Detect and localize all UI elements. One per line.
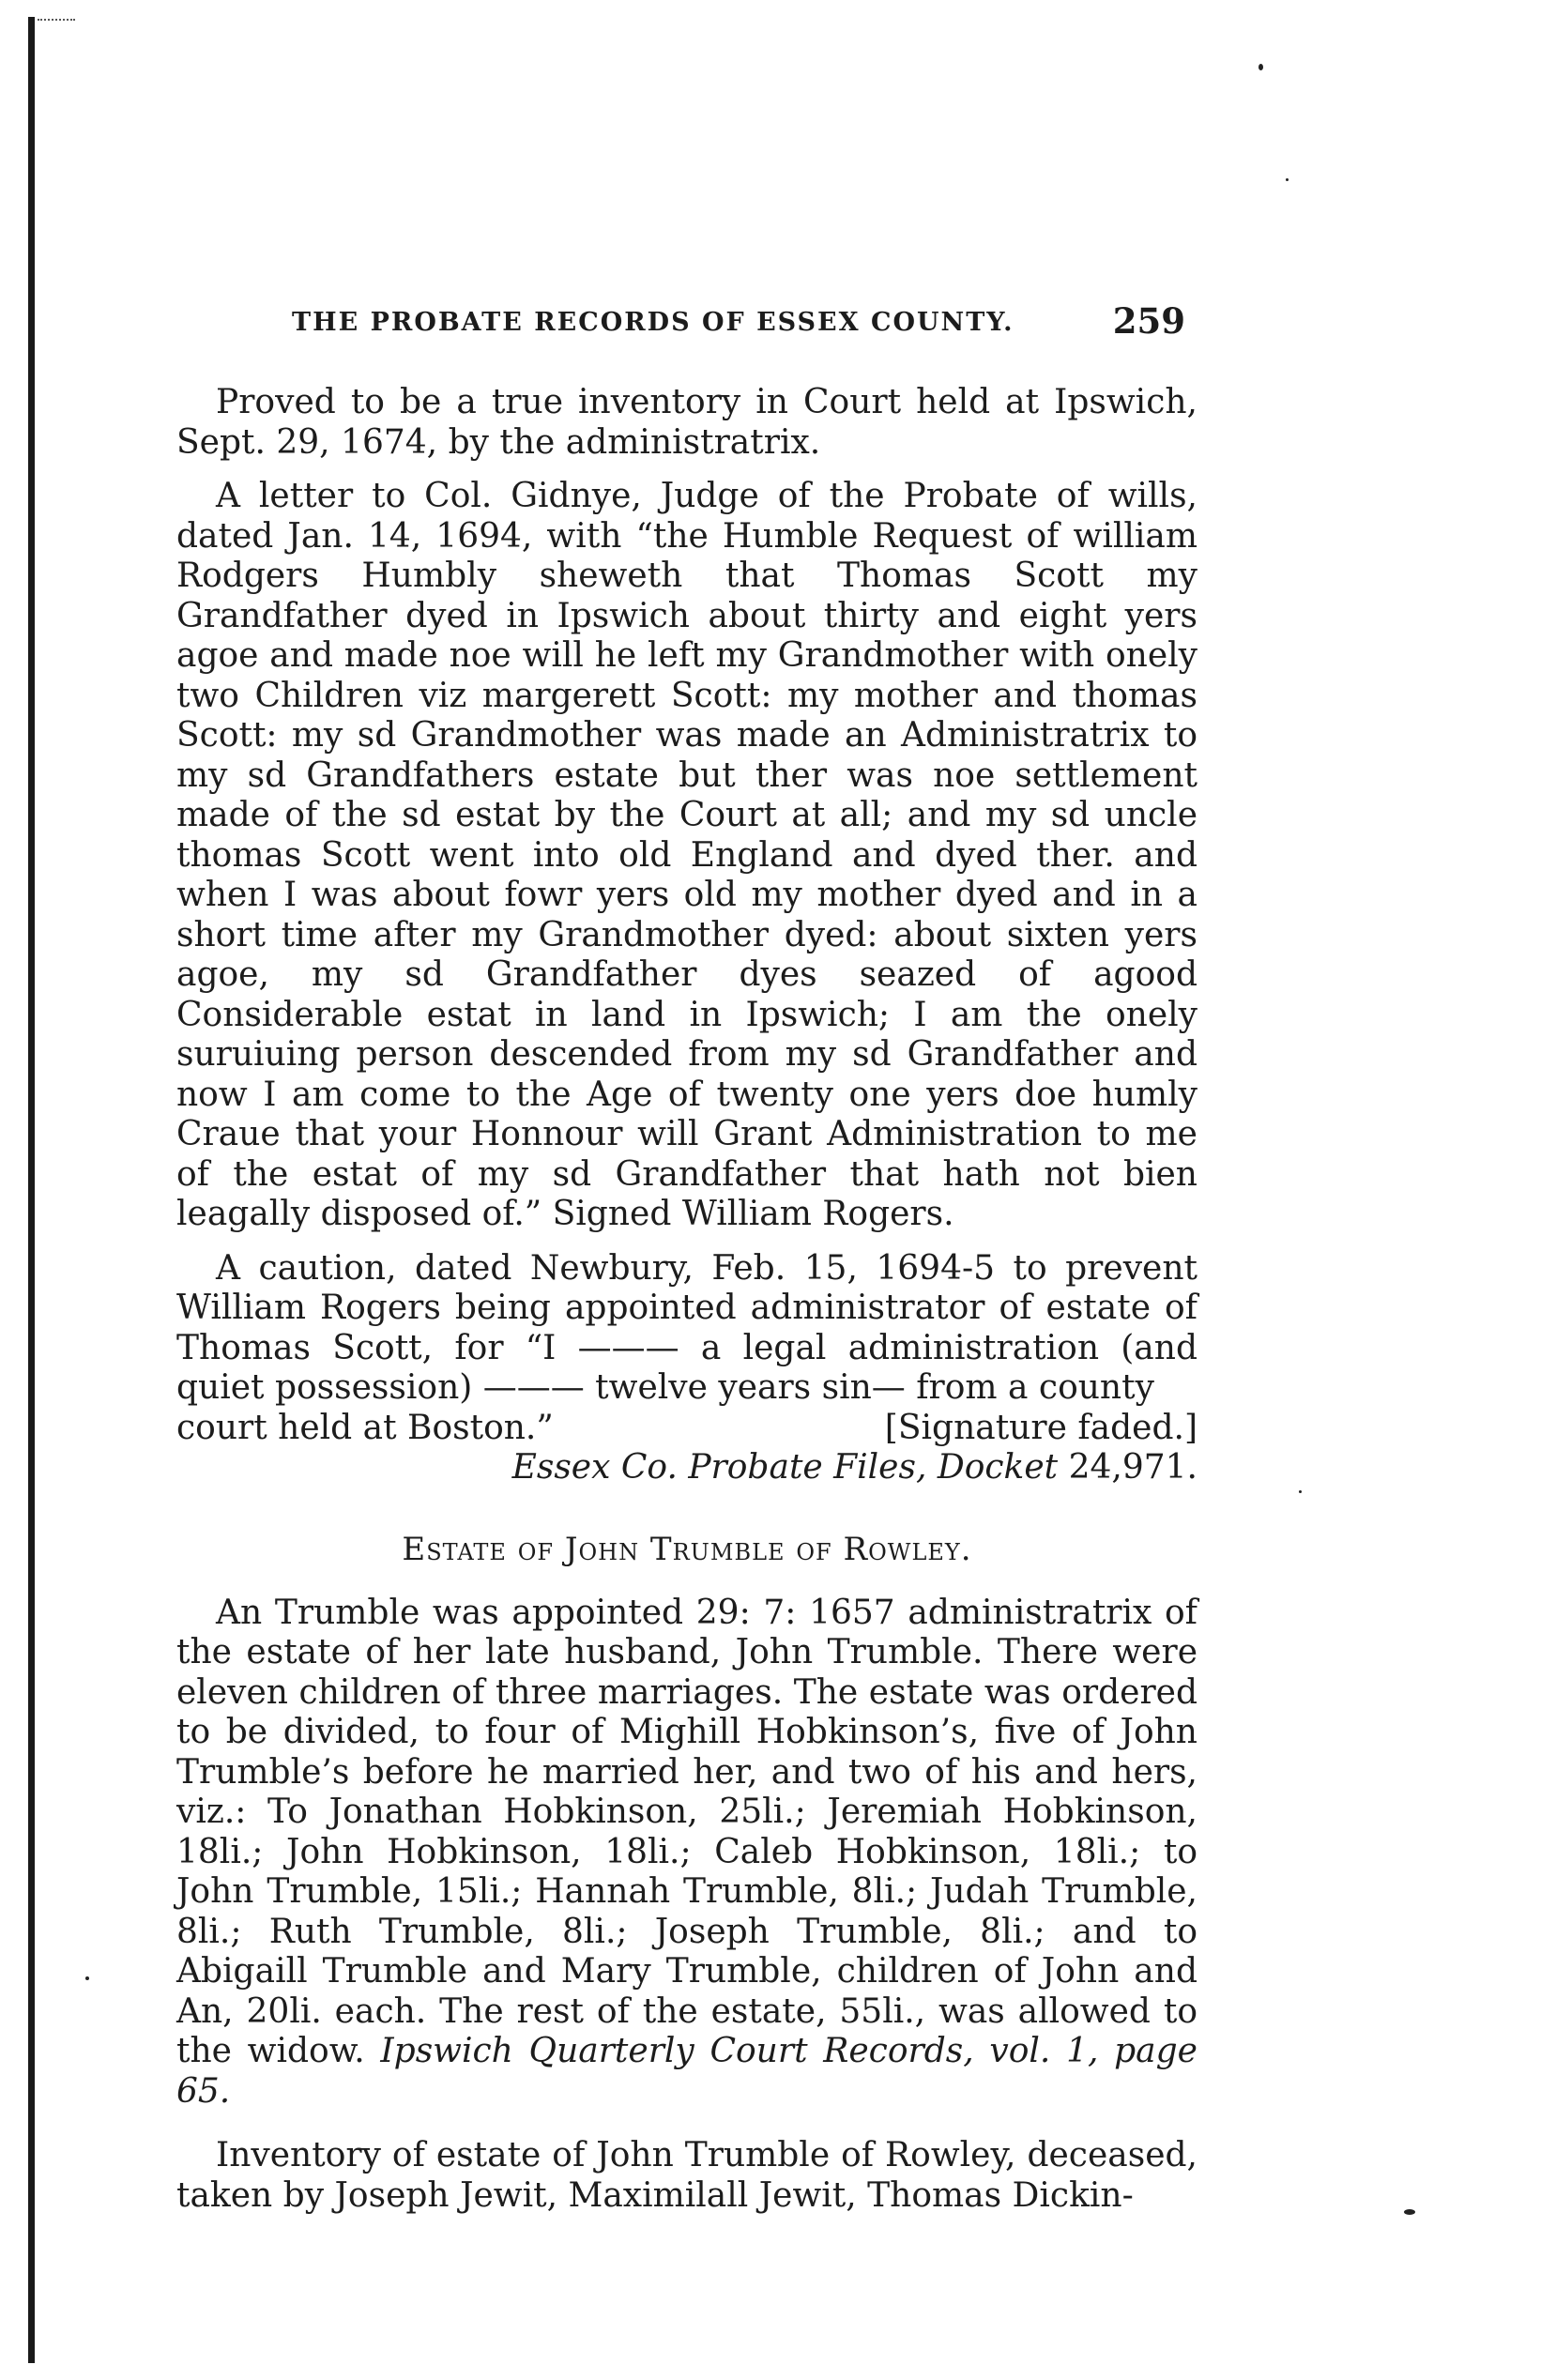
citation-docket-number: 24,971.: [1068, 1448, 1198, 1487]
page-binding-edge: [28, 17, 35, 2363]
citation-essex: [176, 1448, 1198, 1488]
running-title: THE PROBATE RECORDS OF ESSEX COUNTY.: [292, 308, 1014, 337]
section-heading: Estate of John Trumble of Rowley.: [402, 1530, 972, 1568]
ink-speck: [1286, 178, 1289, 181]
citation-ipswich: Ipswich Quarterly Court Records, vol. 1, page 65.: [176, 2032, 1198, 2111]
running-header: [176, 300, 1198, 343]
ink-speck: [1299, 1490, 1302, 1493]
signature-note: [Signature faded.]: [884, 1408, 1198, 1447]
paragraph-caution: A caution, dated Newbury, Feb. 15, 1694-5 to prevent William Rogers being appointed administrator of estate of Thomas Scott, for “I ——— a legal administration (and quiet possession) ——— twelve years sin— from a county: [176, 1248, 1198, 1407]
trumble-text: An Trumble was appointed 29: 7: 1657 administratrix of the estate of her late husband, John Trumble. There were eleven children of three marriages. The estate was ordered to be divided, to four of Mighill Hobkinson’s, five of John Trumble’s before he married her, and two of his and hers, viz.: To Jonathan Hobkinson, 25li.; Jeremiah Hobkinson, 18li.; John Hobkinson, 18li.; Caleb Hobkinson, 18li.; to John Trumble, 15li.; Hannah Trumble, 8li.; Judah Trumble, 8li.; Ruth Trumble, 8li.; Joseph Trumble, 8li.; and to Abigaill Trumble and Mary Trumble, children of John and An, 20li. each. The rest of the estate, 55li., was allowed to the widow.: [176, 1593, 1198, 2070]
paragraph-proved: Proved to be a true inventory in Court held at Ipswich, Sept. 29, 1674, by the administratrix.: [176, 383, 1198, 462]
page-number: 259: [1112, 300, 1185, 342]
paragraph-letter: A letter to Col. Gidnye, Judge of the Probate of wills, dated Jan. 14, 1694, with “the Humble Request of william Rodgers Humbly sheweth that Thomas Scott my Grandfather dyed in Ipswich about thirty and eight yers agoe and made noe will he left my Grandmother with onely two Children viz margerett Scott: my mother and thomas Scott: my sd Grandmother was made an Administratrix to my sd Grandfathers estate but ther was noe settlement made of the sd estat by the Court at all; and my sd uncle thomas Scott went into old England and dyed ther. and when I was about fowr yers old my mother dyed and in a short time after my Grandmother dyed: about sixten yers agoe, my sd Grandfather dyes seazed of agood Considerable estat in land in Ipswich; I am the onely suruiuing person descended from my sd Grandfather and now I am come to the Age of twenty one yers doe humly Craue that your Honnour will Grant Administration to me of the estat of my sd Grandfather that hath not bien leagally disposed of.” Signed William Rogers.: [176, 477, 1198, 1233]
ink-speck: [85, 1976, 89, 1980]
caution-last-line: [176, 1409, 1198, 1449]
ink-speck: [1259, 64, 1263, 70]
paragraph-inventory: Inventory of estate of John Trumble of Rowley, deceased, taken by Joseph Jewit, Maximilall Jewit, Thomas Dickin-: [176, 2136, 1198, 2215]
paragraph-trumble: [176, 1594, 1198, 2113]
citation-source: Essex Co. Probate Files, Docket: [511, 1448, 1059, 1487]
page-content: [176, 300, 1198, 2216]
caution-line-end: court held at Boston.”: [176, 1408, 554, 1447]
corner-mark: [38, 19, 75, 41]
ink-speck: [1404, 2209, 1415, 2215]
